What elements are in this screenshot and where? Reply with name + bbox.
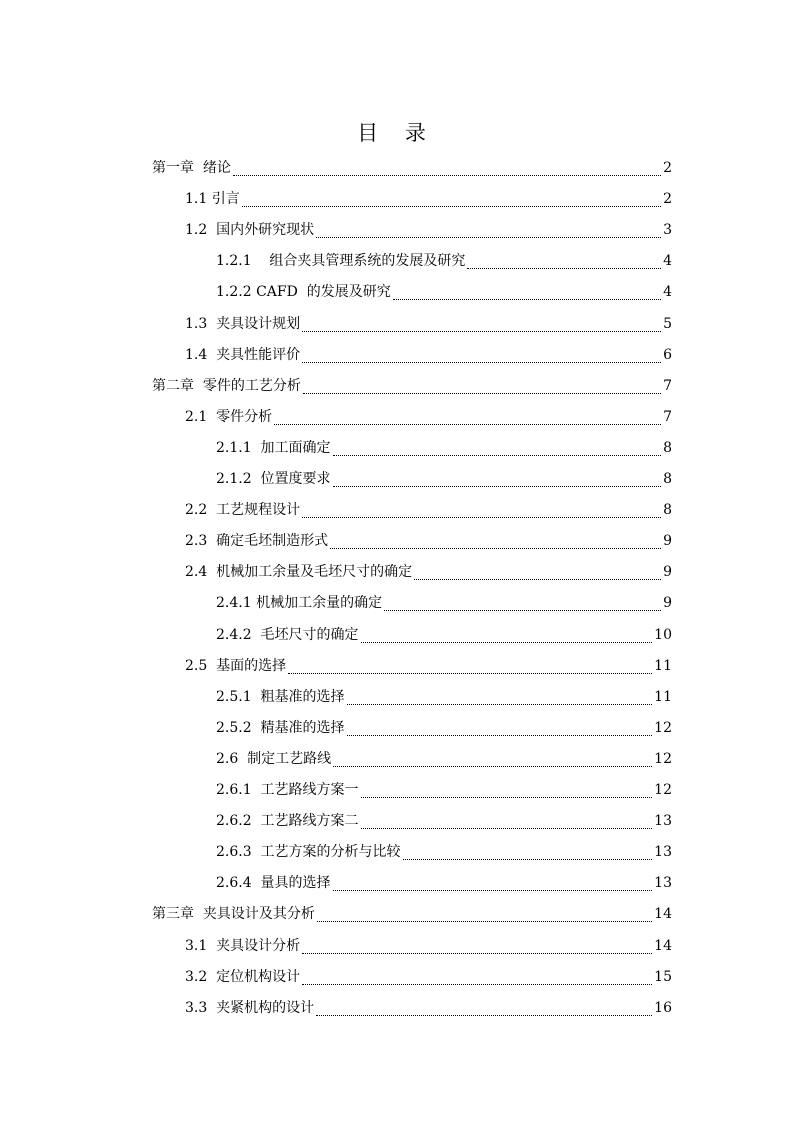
toc-entry-page-number: 4 bbox=[663, 284, 672, 301]
dot-leader bbox=[467, 268, 661, 269]
toc-entry-label: 2.5.2 精基准的选择 bbox=[216, 719, 345, 736]
dot-leader bbox=[347, 704, 653, 705]
toc-entry-label: 2.1 零件分析 bbox=[185, 408, 273, 425]
toc-entry-page-number: 2 bbox=[663, 160, 672, 176]
toc-entry[interactable] bbox=[185, 529, 672, 553]
dot-leader bbox=[384, 610, 661, 611]
dot-leader bbox=[403, 859, 653, 860]
dot-leader bbox=[361, 642, 653, 643]
dot-leader bbox=[414, 579, 661, 580]
dot-leader bbox=[233, 175, 661, 176]
dot-leader bbox=[242, 206, 661, 207]
toc-entry-page-number: 13 bbox=[654, 875, 672, 892]
dot-leader bbox=[333, 486, 662, 487]
toc-entry[interactable] bbox=[216, 467, 672, 491]
dot-leader bbox=[302, 984, 652, 985]
toc-entry-page-number: 16 bbox=[654, 999, 672, 1016]
toc-entry-label: 2.4 机械加工余量及毛坯尺寸的确定 bbox=[185, 564, 413, 581]
toc-entry[interactable] bbox=[185, 934, 672, 958]
toc-entry-page-number: 15 bbox=[654, 968, 672, 985]
toc-entry[interactable] bbox=[216, 809, 672, 833]
dot-leader bbox=[302, 331, 661, 332]
toc-entry-label: 2.5 基面的选择 bbox=[185, 657, 287, 674]
toc-entry-label: 2.6 制定工艺路线 bbox=[216, 750, 332, 767]
toc-entry[interactable] bbox=[185, 965, 672, 989]
dot-leader bbox=[333, 766, 652, 767]
toc-entry-label: 2.2 工艺规程设计 bbox=[185, 502, 301, 519]
dot-leader bbox=[393, 299, 661, 300]
toc-entry[interactable] bbox=[185, 312, 672, 336]
toc-entry-page-number: 14 bbox=[654, 937, 672, 954]
toc-entry-label: 1.2 国内外研究现状 bbox=[185, 222, 315, 239]
toc-entry-page-number: 10 bbox=[654, 626, 672, 643]
dot-leader bbox=[302, 517, 661, 518]
toc-entry-page-number: 7 bbox=[663, 377, 672, 394]
toc-entry[interactable] bbox=[216, 871, 672, 895]
toc-entry-label: 2.4.2 毛坯尺寸的确定 bbox=[216, 626, 359, 643]
dot-leader bbox=[333, 455, 662, 456]
toc-entry-label: 1.2.1 组合夹具管理系统的发展及研究 bbox=[216, 253, 466, 270]
dot-leader bbox=[361, 828, 653, 829]
toc-entry-label: 2.4.1 机械加工余量的确定 bbox=[216, 595, 383, 612]
toc-entry-label: 2.5.1 粗基准的选择 bbox=[216, 688, 345, 705]
dot-leader bbox=[330, 548, 661, 549]
toc-entry[interactable] bbox=[152, 902, 672, 926]
toc-entry-page-number: 12 bbox=[654, 750, 672, 767]
dot-leader bbox=[288, 673, 652, 674]
toc-entry[interactable] bbox=[216, 280, 672, 304]
toc-entry-page-number: 13 bbox=[654, 844, 672, 861]
toc-entry-page-number: 12 bbox=[654, 782, 672, 798]
toc-entry-page-number: 8 bbox=[663, 471, 672, 487]
toc-entry[interactable] bbox=[185, 498, 672, 522]
toc-entry[interactable] bbox=[216, 747, 672, 771]
toc-entry[interactable] bbox=[185, 187, 672, 211]
dot-leader bbox=[361, 797, 653, 798]
toc-entry-page-number: 9 bbox=[663, 564, 672, 581]
toc-entry[interactable] bbox=[216, 778, 672, 802]
toc-entry-label: 第二章 零件的工艺分析 bbox=[152, 377, 301, 394]
toc-entry-label: 2.6.1 工艺路线方案一 bbox=[216, 782, 359, 798]
toc-entry-label: 3.1 夹具设计分析 bbox=[185, 937, 301, 954]
toc-entry-label: 第一章 绪论 bbox=[152, 160, 231, 176]
toc-entry-label: 2.6.4 量具的选择 bbox=[216, 875, 331, 892]
toc-entry-page-number: 8 bbox=[663, 439, 672, 456]
toc-entry[interactable] bbox=[216, 249, 672, 273]
toc-entry[interactable] bbox=[185, 996, 672, 1020]
toc-entry-page-number: 6 bbox=[663, 346, 672, 363]
toc-entry-label: 3.3 夹紧机构的设计 bbox=[185, 999, 315, 1016]
toc-entry-label: 2.1.2 位置度要求 bbox=[216, 471, 331, 487]
toc-entry-page-number: 5 bbox=[663, 315, 672, 332]
toc-entry[interactable] bbox=[216, 436, 672, 460]
toc-entry-label: 2.3 确定毛坯制造形式 bbox=[185, 533, 329, 550]
dot-leader bbox=[316, 1015, 652, 1016]
toc-entry[interactable] bbox=[185, 654, 672, 678]
toc-entry-page-number: 14 bbox=[654, 906, 672, 923]
toc-entry[interactable] bbox=[216, 716, 672, 740]
toc-entry-page-number: 2 bbox=[663, 191, 672, 208]
toc-entry-label: 2.1.1 加工面确定 bbox=[216, 439, 331, 456]
toc-title: 目 录 bbox=[357, 121, 436, 145]
toc-entry[interactable] bbox=[216, 685, 672, 709]
toc-entry-label: 1.4 夹具性能评价 bbox=[185, 346, 301, 363]
toc-entry-page-number: 9 bbox=[663, 595, 672, 612]
dot-leader bbox=[333, 890, 653, 891]
toc-entry[interactable] bbox=[216, 591, 672, 615]
toc-entry[interactable] bbox=[216, 840, 672, 864]
toc-entry-page-number: 12 bbox=[654, 719, 672, 736]
dot-leader bbox=[316, 237, 661, 238]
toc-entry-label: 1.2.2 CAFD 的发展及研究 bbox=[216, 284, 391, 301]
toc-entry-label: 3.2 定位机构设计 bbox=[185, 968, 301, 985]
toc-entry-page-number: 3 bbox=[663, 222, 672, 239]
toc-entry[interactable] bbox=[152, 374, 672, 398]
toc-entry[interactable] bbox=[152, 156, 672, 180]
toc-entry-label: 第三章 夹具设计及其分析 bbox=[152, 906, 315, 923]
toc-entry-page-number: 13 bbox=[654, 813, 672, 830]
dot-leader bbox=[274, 424, 661, 425]
toc-entry-label: 2.6.2 工艺路线方案二 bbox=[216, 813, 359, 830]
toc-entry-page-number: 9 bbox=[663, 533, 672, 550]
toc-entry-page-number: 7 bbox=[663, 408, 672, 425]
toc-entry[interactable] bbox=[216, 623, 672, 647]
toc-entry[interactable] bbox=[185, 405, 672, 429]
toc-entry-page-number: 11 bbox=[654, 657, 672, 674]
dot-leader bbox=[317, 921, 652, 922]
dot-leader bbox=[347, 735, 653, 736]
dot-leader bbox=[302, 362, 661, 363]
toc-entry[interactable] bbox=[185, 218, 672, 242]
toc-entry-page-number: 8 bbox=[663, 502, 672, 519]
toc-entry-page-number: 11 bbox=[654, 688, 672, 705]
toc-entry-label: 1.3 夹具设计规划 bbox=[185, 315, 301, 332]
dot-leader bbox=[303, 393, 661, 394]
toc-entry-label: 1.1 引言 bbox=[185, 191, 240, 208]
toc-entry[interactable] bbox=[185, 343, 672, 367]
dot-leader bbox=[302, 953, 652, 954]
toc-entry[interactable] bbox=[185, 560, 672, 584]
toc-entry-label: 2.6.3 工艺方案的分析与比较 bbox=[216, 844, 401, 861]
toc-entry-page-number: 4 bbox=[663, 253, 672, 270]
